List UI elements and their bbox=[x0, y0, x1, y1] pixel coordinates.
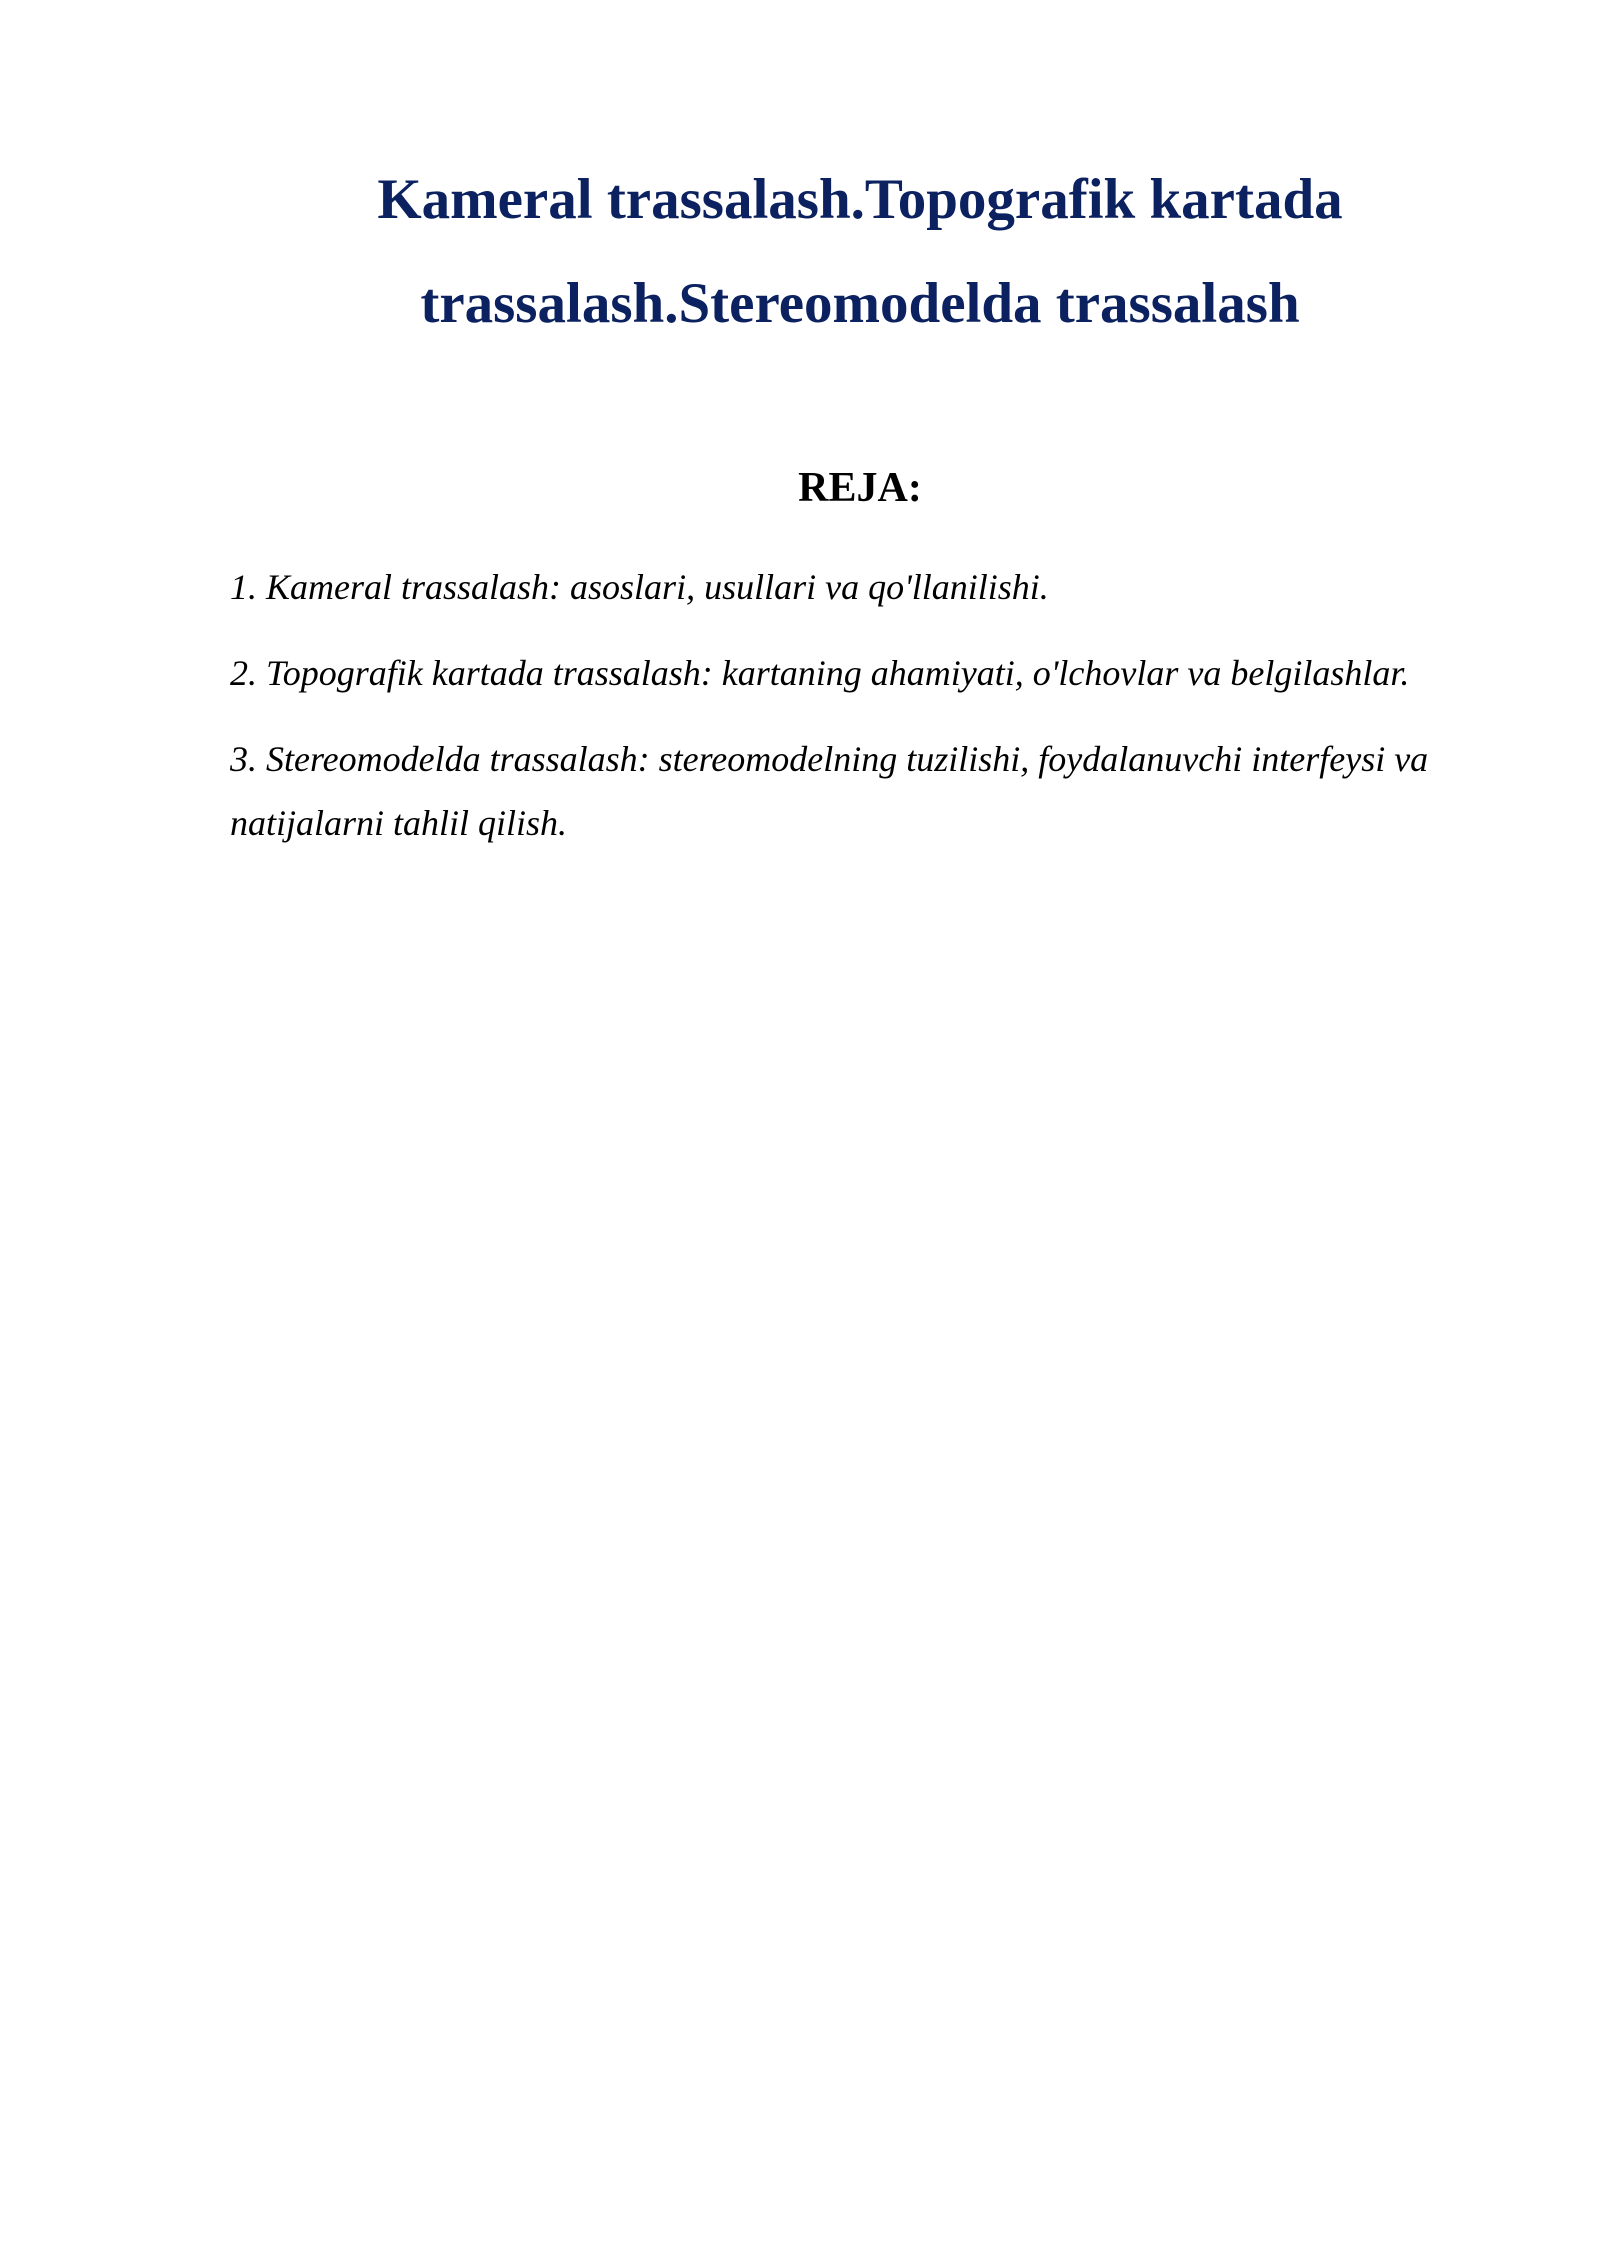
plan-list bbox=[230, 555, 1510, 877]
plan-item-3: 3. Stereomodelda trassalash: stereomodelning tuzilishi, foydalanuvchi interfeysi va natijalarni tahlil qilish. bbox=[230, 739, 1429, 843]
plan-item-1: 1. Kameral trassalash: asoslari, usullari va qo'llanilishi. bbox=[230, 567, 1049, 607]
document-title: Kameral trassalash.Topografik kartada trassalash.Stereomodelda trassalash bbox=[377, 168, 1343, 335]
plan-item-2: 2. Topografik kartada trassalash: kartaning ahamiyati, o'lchovlar va belgilashlar. bbox=[230, 653, 1410, 693]
plan-heading: REJA: bbox=[798, 465, 922, 511]
